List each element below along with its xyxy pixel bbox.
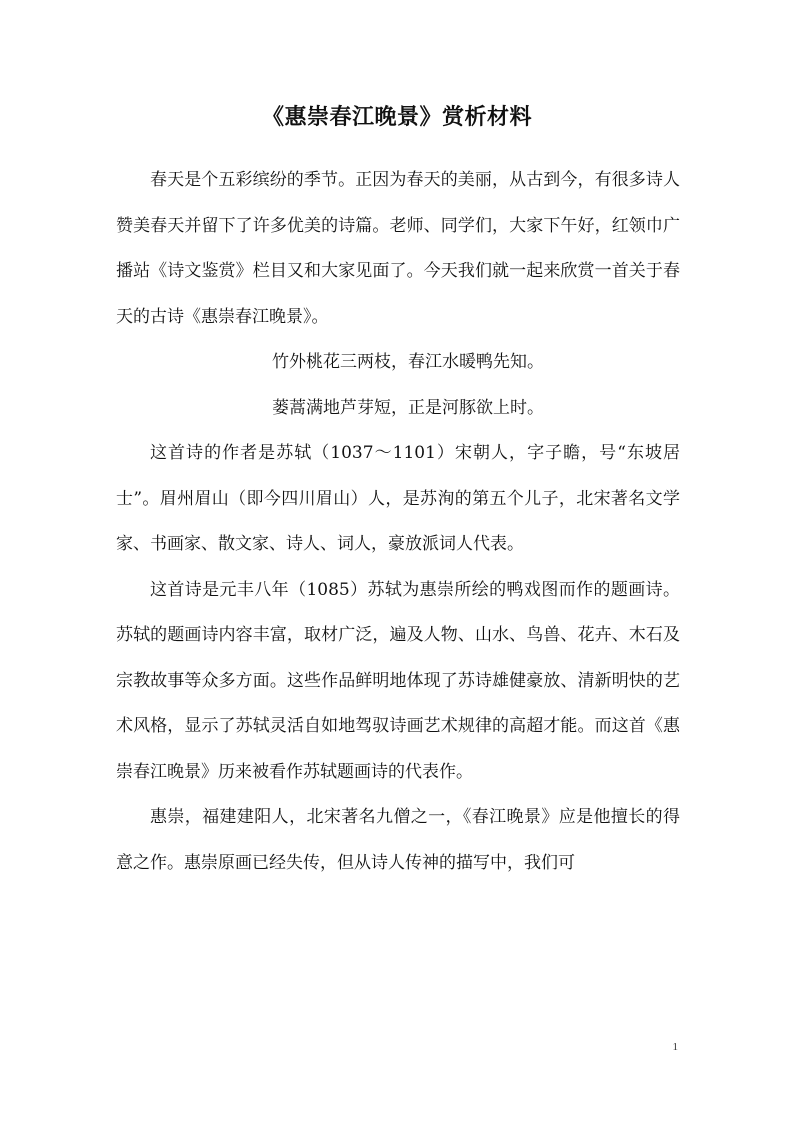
paragraph-huichong: 惠崇，福建建阳人，北宋著名九僧之一，《春江晚景》应是他擅长的得意之作。惠崇原画已经失传，但从诗人传神的描写中，我们可 (116, 807, 680, 873)
paragraph-background: 这首诗是元丰八年（1085）苏轼为惠崇所绘的鸭戏图而作的题画诗。苏轼的题画诗内容丰富，取材广泛，遍及人物、山水、鸟兽、花卉、木石及宗教故事等众多方面。这些作品鲜明地体现了苏诗雄健豪放、清新明快的艺术风格，显示了苏轼灵活自如地驾驭诗画艺术规律的高超才能。而这首《惠崇春江晚景》历来被看作苏轼题画诗的代表作。 (116, 579, 680, 782)
document-title: 《惠崇春江晚景》赏析材料 (261, 105, 532, 130)
poem-line-2: 蒌蒿满地芦芽短，正是河豚欲上时。 (272, 397, 544, 418)
poem-line-1: 竹外桃花三两枝，春江水暖鸭先知。 (272, 352, 544, 372)
page-number: 1 (672, 1041, 678, 1053)
paragraph-author: 这首诗的作者是苏轼（1037～1101）宋朝人，字子瞻，号“东坡居士”。眉州眉山（即今四川眉山）人，是苏洵的第五个儿子，北宋著名文学家、书画家、散文家、诗人、词人，豪放派词人代表。 (116, 443, 680, 554)
paragraph-intro: 春天是个五彩缤纷的季节。正因为春天的美丽，从古到今，有很多诗人赞美春天并留下了许多优美的诗篇。老师、同学们，大家下午好，红领巾广播站《诗文鉴赏》栏目又和大家见面了。今天我们就一起来欣赏一首关于春天的古诗《惠崇春江晚景》。 (116, 170, 680, 327)
document-body (116, 158, 680, 886)
